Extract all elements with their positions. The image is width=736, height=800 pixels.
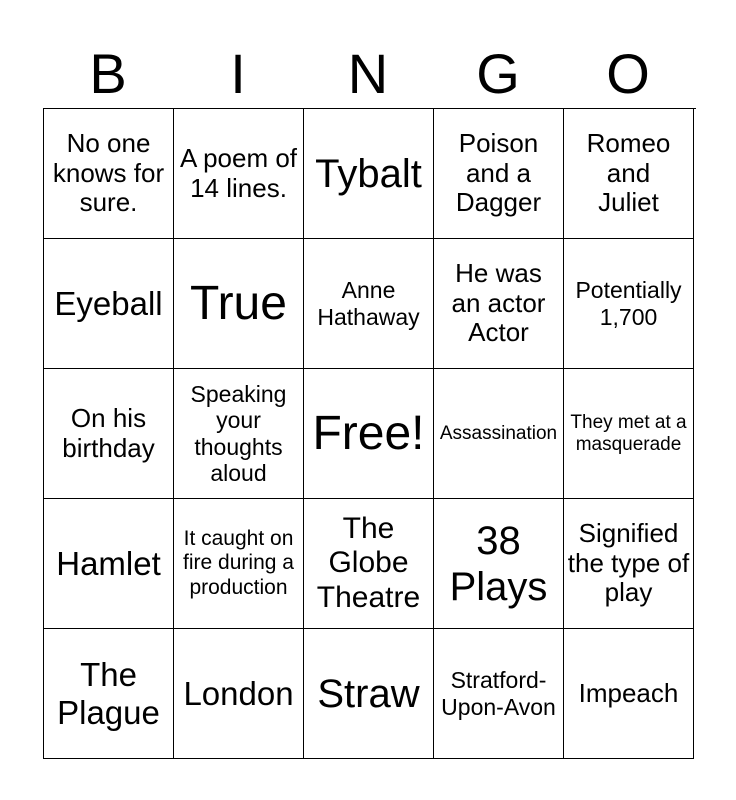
free-space: Free!: [312, 406, 425, 460]
bingo-cell-text: A poem of 14 lines.: [179, 142, 298, 203]
bingo-cell-r5-c4[interactable]: [434, 629, 564, 759]
bingo-cell-r2-c4[interactable]: [434, 239, 564, 369]
bingo-cell-text: Poison and a Dagger: [455, 127, 542, 218]
bingo-cell-text: It caught on fire during a production: [183, 527, 294, 599]
bingo-cell-r2-c1[interactable]: [44, 239, 174, 369]
bingo-cell-text: Romeo and Juliet: [586, 127, 671, 218]
bingo-cell-r5-c1[interactable]: [44, 629, 174, 759]
bingo-cell-r3-c3[interactable]: [304, 369, 434, 499]
bingo-cell-text: Assassination: [439, 422, 558, 444]
header-letter-g: G: [476, 42, 520, 105]
bingo-cell-r2-c2[interactable]: [174, 239, 304, 369]
bingo-cell-text: No one knows for sure.: [52, 127, 165, 218]
bingo-cell-r3-c1[interactable]: [44, 369, 174, 499]
bingo-cell-text: Straw: [317, 671, 420, 716]
bingo-cell-text: Anne Hathaway: [317, 277, 420, 330]
bingo-cell-r5-c2[interactable]: [174, 629, 304, 759]
bingo-cell-text: He was an actor Actor: [451, 257, 546, 348]
bingo-cell-text: On his birthday: [62, 402, 155, 463]
bingo-cell-r3-c5[interactable]: [564, 369, 694, 499]
bingo-cell-text: Potentially 1,700: [575, 277, 682, 330]
bingo-cell-text: The Globe Theatre: [316, 511, 421, 614]
header-letter-b: B: [89, 42, 127, 105]
header-letter-o: O: [606, 42, 650, 105]
bingo-cell-r4-c3[interactable]: [304, 499, 434, 629]
bingo-cell-r1-c5[interactable]: [564, 109, 694, 239]
bingo-cell-r1-c4[interactable]: [434, 109, 564, 239]
bingo-cell-r4-c1[interactable]: [44, 499, 174, 629]
bingo-cell-r2-c5[interactable]: [564, 239, 694, 369]
bingo-cell-text: Impeach: [578, 677, 679, 708]
bingo-cell-text: Tybalt: [315, 151, 422, 196]
bingo-cell-r1-c2[interactable]: [174, 109, 304, 239]
bingo-cell-text: 38 Plays: [449, 518, 548, 609]
bingo-cell-r1-c3[interactable]: [304, 109, 434, 239]
bingo-cell-text: Stratford-Upon-Avon: [441, 667, 556, 720]
bingo-cell-r5-c5[interactable]: [564, 629, 694, 759]
header-letter-i: I: [230, 42, 246, 105]
bingo-cell-r4-c5[interactable]: [564, 499, 694, 629]
bingo-cell-text: Hamlet: [56, 544, 161, 582]
bingo-cell-text: The Plague: [57, 655, 160, 731]
header-letter-n: N: [347, 42, 389, 105]
bingo-cell-text: London: [183, 674, 294, 712]
bingo-cell-r3-c2[interactable]: [174, 369, 304, 499]
bingo-cell-text: Eyeball: [54, 284, 163, 322]
bingo-cell-r3-c4[interactable]: [434, 369, 564, 499]
bingo-card-grid: [43, 108, 696, 759]
bingo-header: [43, 40, 693, 108]
bingo-cell-text: True: [190, 276, 287, 330]
bingo-cell-r5-c3[interactable]: [304, 629, 434, 759]
bingo-cell-text: Speaking your thoughts aloud: [190, 380, 287, 486]
bingo-cell-r4-c2[interactable]: [174, 499, 304, 629]
bingo-cell-text: Signified the type of play: [567, 517, 690, 608]
bingo-cell-r2-c3[interactable]: [304, 239, 434, 369]
bingo-cell-text: They met at a masquerade: [570, 411, 687, 455]
bingo-cell-r1-c1[interactable]: [44, 109, 174, 239]
bingo-cell-r4-c4[interactable]: [434, 499, 564, 629]
